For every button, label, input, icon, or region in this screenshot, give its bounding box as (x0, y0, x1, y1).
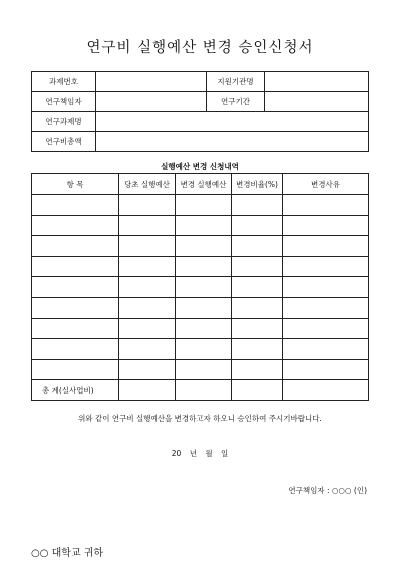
item-cell[interactable] (32, 297, 119, 318)
table-row (32, 277, 369, 298)
header-item: 항 목 (32, 174, 119, 195)
original-budget-cell[interactable] (119, 339, 176, 360)
budget-rows (32, 195, 369, 380)
item-cell[interactable] (32, 195, 119, 216)
change-reason-cell[interactable] (283, 359, 369, 380)
original-budget-cell[interactable] (119, 297, 176, 318)
change-ratio-cell[interactable] (232, 339, 283, 360)
total-changed-cell[interactable] (176, 380, 232, 401)
original-budget-cell[interactable] (119, 195, 176, 216)
change-reason-cell[interactable] (283, 277, 369, 298)
header-change-reason: 변경사유 (283, 174, 369, 195)
document-title: 연구비 실행예산 변경 승인신청서 (86, 40, 314, 56)
task-name-label: 연구과제명 (32, 112, 96, 132)
budget-table (31, 173, 369, 401)
change-reason-cell[interactable] (283, 318, 369, 339)
task-number-field[interactable] (96, 72, 207, 92)
original-budget-cell[interactable] (119, 236, 176, 257)
table-row (32, 318, 369, 339)
change-reason-cell[interactable] (283, 215, 369, 236)
changed-budget-cell[interactable] (176, 236, 232, 257)
researcher-label: 연구책임자 (32, 92, 96, 112)
change-ratio-cell[interactable] (232, 359, 283, 380)
date-line: 20 년 월 일 (171, 449, 229, 458)
table-row (32, 297, 369, 318)
change-ratio-cell[interactable] (232, 215, 283, 236)
total-reason-cell[interactable] (283, 380, 369, 401)
change-reason-cell[interactable] (283, 236, 369, 257)
table-row (32, 236, 369, 257)
table-row (32, 359, 369, 380)
total-original-cell[interactable] (119, 380, 176, 401)
change-ratio-cell[interactable] (232, 236, 283, 257)
item-cell[interactable] (32, 359, 119, 380)
table-row (32, 339, 369, 360)
changed-budget-cell[interactable] (176, 297, 232, 318)
recipient-line: ○○ 대학교 귀하 (31, 548, 104, 559)
change-reason-cell[interactable] (283, 256, 369, 277)
change-reason-cell[interactable] (283, 297, 369, 318)
item-cell[interactable] (32, 236, 119, 257)
total-ratio-cell[interactable] (232, 380, 283, 401)
original-budget-cell[interactable] (119, 256, 176, 277)
info-table (31, 71, 369, 152)
item-cell[interactable] (32, 277, 119, 298)
change-ratio-cell[interactable] (232, 297, 283, 318)
changed-budget-cell[interactable] (176, 339, 232, 360)
original-budget-cell[interactable] (119, 277, 176, 298)
changed-budget-cell[interactable] (176, 195, 232, 216)
changed-budget-cell[interactable] (176, 256, 232, 277)
period-field[interactable] (265, 92, 369, 112)
change-reason-cell[interactable] (283, 339, 369, 360)
header-changed-budget: 변경 실행예산 (176, 174, 232, 195)
table-row (32, 256, 369, 277)
changed-budget-cell[interactable] (176, 359, 232, 380)
original-budget-cell[interactable] (119, 359, 176, 380)
changed-budget-cell[interactable] (176, 318, 232, 339)
item-cell[interactable] (32, 215, 119, 236)
support-agency-field[interactable] (265, 72, 369, 92)
original-budget-cell[interactable] (119, 318, 176, 339)
table-row (32, 215, 369, 236)
task-name-field[interactable] (96, 112, 369, 132)
table-row (32, 195, 369, 216)
total-budget-field[interactable] (96, 132, 369, 152)
header-original-budget: 당초 실행예산 (119, 174, 176, 195)
change-ratio-cell[interactable] (232, 318, 283, 339)
total-budget-label: 연구비총액 (32, 132, 96, 152)
researcher-field[interactable] (96, 92, 207, 112)
original-budget-cell[interactable] (119, 215, 176, 236)
change-ratio-cell[interactable] (232, 195, 283, 216)
section-subtitle: 실행예산 변경 신청내역 (161, 162, 239, 171)
changed-budget-cell[interactable] (176, 215, 232, 236)
period-label: 연구기간 (207, 92, 265, 112)
total-label: 총 계(실사업비) (32, 380, 119, 401)
item-cell[interactable] (32, 339, 119, 360)
item-cell[interactable] (32, 256, 119, 277)
header-change-ratio: 변경비율(%) (232, 174, 283, 195)
support-agency-label: 지원기관명 (207, 72, 265, 92)
request-statement: 위와 같이 연구비 실행예산을 변경하고자 하오니 승인하여 주시기바랍니다. (78, 414, 322, 423)
changed-budget-cell[interactable] (176, 277, 232, 298)
item-cell[interactable] (32, 318, 119, 339)
change-reason-cell[interactable] (283, 195, 369, 216)
change-ratio-cell[interactable] (232, 256, 283, 277)
change-ratio-cell[interactable] (232, 277, 283, 298)
task-number-label: 과제번호 (32, 72, 96, 92)
signer-line: 연구책임자 : ○○○ (인) (288, 486, 367, 495)
